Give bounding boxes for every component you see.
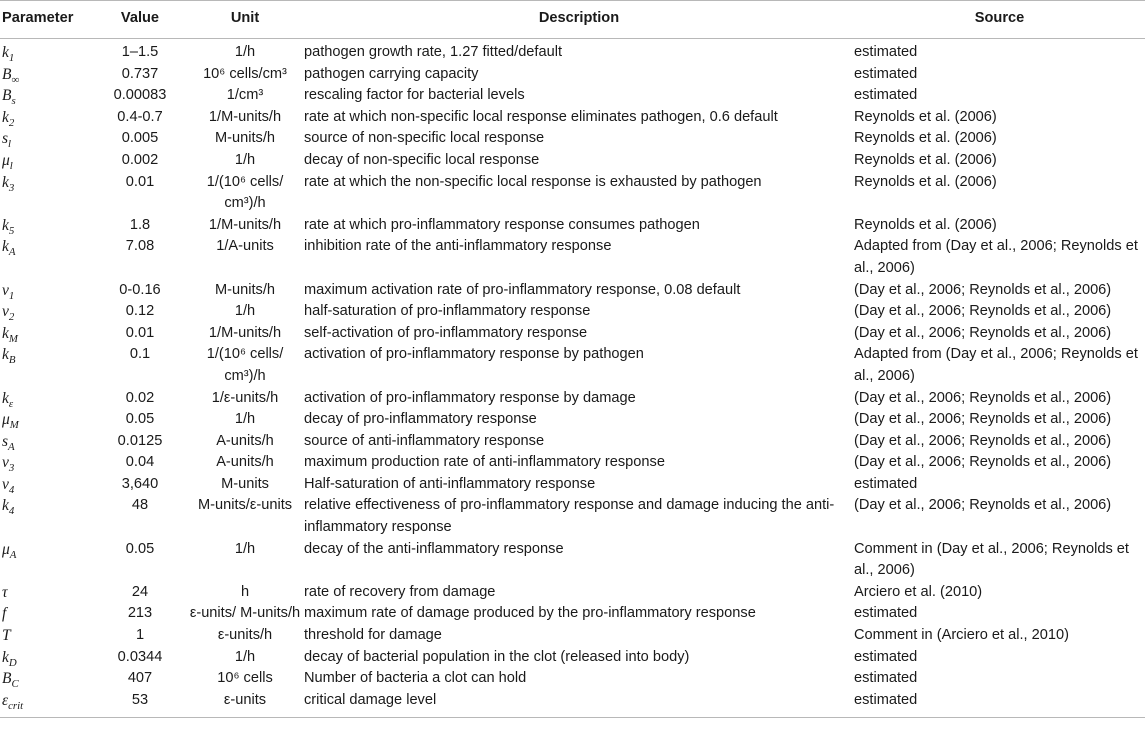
table-row: [0, 495, 1145, 538]
parameter-subscript: 5: [8, 224, 15, 237]
cell-description: self-activation of pro-inflammatory response: [304, 324, 588, 341]
table-row: [0, 431, 1145, 453]
cell-unit: 1/h: [234, 44, 256, 60]
parameter-symbol: k: [2, 216, 9, 234]
parameter-subscript: s: [11, 95, 16, 108]
cell-source: Reynolds et al. (2006): [854, 151, 997, 168]
cell-value: 3,640: [121, 475, 159, 492]
cell-parameter: [0, 128, 94, 150]
cell-parameter: [0, 603, 94, 625]
table-row: [0, 582, 1145, 604]
cell-value: 0.0125: [117, 432, 163, 449]
cell-value: 48: [131, 497, 149, 514]
table-row: [0, 236, 1145, 279]
header-unit: Unit: [230, 10, 260, 27]
cell-unit: ε-units/h: [217, 627, 273, 644]
cell-value: 213: [127, 605, 153, 622]
cell-source: (Day et al., 2006; Reynolds et al., 2006): [854, 411, 1112, 428]
cell-source: estimated: [854, 475, 918, 492]
cell-parameter: [0, 85, 94, 107]
cell-unit: 1/h: [234, 303, 256, 320]
header-description: Description: [538, 10, 620, 27]
cell-value: 1: [135, 627, 145, 644]
header-parameter: Parameter: [2, 10, 74, 27]
cell-unit: 1/h: [234, 411, 256, 428]
cell-parameter: [0, 172, 94, 215]
cell-description: source of anti-inflammatory response: [304, 432, 545, 449]
table-row: [0, 388, 1145, 410]
header-row: [0, 1, 1145, 39]
cell-value: 0-0.16: [119, 281, 161, 298]
cell-description: maximum production rate of anti-inflammatory response: [304, 454, 665, 471]
parameter-subscript: crit: [8, 699, 24, 712]
parameter-symbol: k: [2, 497, 9, 515]
cell-value: 0.00083: [113, 87, 167, 104]
parameter-subscript: ε: [8, 397, 14, 410]
cell-unit: 1/M-units/h: [208, 108, 282, 125]
cell-parameter: [0, 668, 94, 690]
cell-parameter: [0, 64, 94, 86]
table-row: [0, 474, 1145, 496]
cell-value: 0.12: [125, 303, 155, 320]
cell-source: Reynolds et al. (2006): [854, 108, 997, 125]
parameter-symbol: k: [2, 389, 9, 407]
parameter-subscript: 1: [8, 52, 15, 64]
cell-parameter: [0, 539, 94, 582]
cell-description: maximum rate of damage produced by the pro-inflammatory response: [304, 605, 756, 622]
parameter-subscript: A: [8, 440, 15, 453]
cell-description: relative effectiveness of pro-inflammatory response and damage inducing the anti-inflammatory response: [304, 497, 835, 536]
cell-parameter: [0, 236, 94, 279]
table-row: [0, 107, 1145, 129]
parameter-symbol: ν: [2, 475, 9, 493]
cell-source: Adapted from (Day et al., 2006; Reynolds et al., 2006): [854, 238, 1138, 276]
parameter-symbol: k: [2, 173, 9, 191]
table-row: [0, 64, 1145, 86]
cell-parameter: [0, 495, 94, 538]
cell-source: (Day et al., 2006; Reynolds et al., 2006): [854, 454, 1112, 471]
parameter-subscript: 2: [8, 116, 15, 129]
header-source: Source: [974, 10, 1025, 27]
parameter-subscript: A: [9, 548, 17, 561]
cell-value: 0.01: [125, 324, 155, 341]
cell-value: 0.002: [121, 151, 159, 168]
parameter-symbol: μ: [2, 540, 10, 558]
cell-value: 0.02: [125, 389, 155, 406]
table-row: [0, 172, 1145, 215]
parameter-symbol: ν: [2, 281, 9, 299]
cell-value: 0.4-0.7: [117, 108, 163, 125]
table-row: [0, 280, 1145, 302]
cell-source: (Day et al., 2006; Reynolds et al., 2006): [854, 497, 1112, 514]
cell-description: decay of the anti-inflammatory response: [304, 540, 564, 557]
cell-unit: A-units/h: [216, 454, 274, 471]
cell-source: estimated: [854, 44, 918, 60]
cell-value: 0.04: [125, 454, 155, 471]
parameter-subscript: l: [9, 159, 13, 172]
cell-unit: 1/ε-units/h: [211, 389, 279, 406]
parameter-subscript: D: [8, 656, 17, 669]
table-row: [0, 668, 1145, 690]
cell-description: half-saturation of pro-inflammatory response: [304, 303, 591, 320]
parameter-symbol: B: [2, 87, 12, 105]
parameter-subscript: B: [8, 354, 16, 367]
parameter-symbol: B: [2, 670, 12, 688]
parameter-symbol: τ: [2, 583, 8, 601]
cell-source: Arciero et al. (2010): [854, 583, 983, 600]
cell-description: inhibition rate of the anti-inflammatory response: [304, 238, 612, 255]
table-row: [0, 128, 1145, 150]
cell-source: (Day et al., 2006; Reynolds et al., 2006): [854, 389, 1112, 406]
cell-value: 7.08: [125, 238, 155, 255]
parameter-subscript: 3: [8, 181, 15, 194]
cell-description: rate at which non-specific local response eliminates pathogen, 0.6 default: [304, 108, 778, 125]
cell-unit: 1/h: [234, 648, 256, 665]
cell-value: 0.1: [129, 346, 151, 363]
cell-unit: ε-units/ M-units/h: [189, 605, 301, 622]
cell-parameter: [0, 647, 94, 669]
table-row: [0, 215, 1145, 237]
cell-description: rate at which pro-inflammatory response consumes pathogen: [304, 216, 700, 233]
cell-source: (Day et al., 2006; Reynolds et al., 2006): [854, 281, 1112, 298]
parameter-subscript: A: [8, 246, 16, 259]
cell-value: 0.0344: [117, 648, 163, 665]
cell-unit: 1/M-units/h: [208, 216, 282, 233]
cell-unit: M-units/h: [214, 130, 275, 147]
cell-value: 1.8: [129, 216, 151, 233]
cell-unit: 1/(10⁶ cells/ cm³)/h: [206, 346, 284, 384]
cell-source: Reynolds et al. (2006): [854, 173, 997, 190]
parameter-symbol: T: [2, 627, 11, 645]
parameter-subscript: 2: [8, 311, 15, 324]
cell-unit: 1/M-units/h: [208, 324, 282, 341]
cell-description: activation of pro-inflammatory response by pathogen: [304, 346, 644, 363]
cell-unit: h: [240, 583, 250, 600]
cell-value: 0.05: [125, 540, 155, 557]
cell-description: critical damage level: [304, 691, 437, 708]
parameter-subscript: C: [11, 678, 19, 691]
cell-description: decay of pro-inflammatory response: [304, 411, 537, 428]
cell-source: estimated: [854, 65, 918, 82]
parameter-symbol: s: [2, 432, 9, 450]
table-row: [0, 85, 1145, 107]
cell-unit: A-units/h: [216, 432, 274, 449]
cell-parameter: [0, 409, 94, 431]
parameter-symbol: k: [2, 648, 9, 666]
cell-description: pathogen growth rate, 1.27 fitted/default: [304, 44, 563, 60]
parameter-subscript: 4: [8, 505, 15, 518]
cell-description: Number of bacteria a clot can hold: [304, 670, 527, 687]
cell-unit: 1/A-units: [216, 238, 274, 255]
cell-unit: 1/h: [234, 151, 256, 168]
cell-source: estimated: [854, 87, 918, 104]
header-value: Value: [120, 10, 160, 27]
table-row: [0, 539, 1145, 582]
cell-source: (Day et al., 2006; Reynolds et al., 2006): [854, 303, 1112, 320]
parameter-symbol: ν: [2, 303, 9, 321]
cell-parameter: [0, 39, 94, 64]
cell-value: 0.005: [121, 130, 159, 147]
cell-description: rate at which the non-specific local response is exhausted by pathogen: [304, 173, 762, 190]
cell-parameter: [0, 388, 94, 410]
cell-unit: ε-units: [223, 691, 267, 708]
table-row: [0, 39, 1145, 64]
cell-source: (Day et al., 2006; Reynolds et al., 2006): [854, 324, 1112, 341]
parameter-symbol: s: [2, 130, 9, 148]
cell-parameter: [0, 215, 94, 237]
table-body: [0, 39, 1145, 718]
cell-description: decay of bacterial population in the clot (released into body): [304, 648, 690, 665]
cell-unit: 1/cm³: [226, 87, 264, 104]
cell-parameter: [0, 452, 94, 474]
parameter-symbol: μ: [2, 411, 10, 429]
parameter-symbol: ν: [2, 454, 9, 472]
cell-source: estimated: [854, 670, 918, 687]
cell-description: Half-saturation of anti-inflammatory response: [304, 475, 596, 492]
table-row: [0, 690, 1145, 718]
cell-parameter: [0, 625, 94, 647]
parameter-symbol: k: [2, 324, 9, 342]
cell-value: 407: [127, 670, 153, 687]
cell-description: threshold for damage: [304, 627, 442, 644]
cell-value: 53: [131, 691, 149, 708]
parameter-subscript: l: [8, 138, 12, 151]
parameter-symbol: k: [2, 238, 9, 256]
parameter-subscript: 1: [8, 289, 15, 302]
table-row: [0, 150, 1145, 172]
cell-unit: 10⁶ cells/cm³: [203, 65, 287, 82]
parameter-symbol: μ: [2, 151, 10, 169]
cell-value: 0.01: [125, 173, 155, 190]
cell-unit: M-units/h: [214, 281, 275, 298]
table-row: [0, 625, 1145, 647]
cell-description: rate of recovery from damage: [304, 583, 496, 600]
table-row: [0, 603, 1145, 625]
cell-source: Reynolds et al. (2006): [854, 130, 997, 147]
cell-source: estimated: [854, 691, 918, 708]
cell-unit: 10⁶ cells: [217, 670, 273, 687]
cell-description: maximum activation rate of pro-inflammatory response, 0.08 default: [304, 281, 741, 298]
cell-unit: M-units/ε-units: [197, 497, 293, 514]
parameter-subscript: M: [9, 419, 19, 432]
cell-parameter: [0, 431, 94, 453]
parameter-subscript: M: [8, 332, 18, 345]
cell-value: 0.05: [125, 411, 155, 428]
table-row: [0, 344, 1145, 387]
parameter-subscript: 4: [8, 483, 15, 496]
cell-description: rescaling factor for bacterial levels: [304, 87, 525, 104]
parameter-symbol: ε: [2, 691, 9, 709]
table-row: [0, 301, 1145, 323]
cell-parameter: [0, 150, 94, 172]
cell-source: (Day et al., 2006; Reynolds et al., 2006): [854, 432, 1112, 449]
cell-unit: M-units: [221, 475, 269, 492]
cell-description: activation of pro-inflammatory response by damage: [304, 389, 636, 406]
parameter-symbol: k: [2, 44, 9, 61]
cell-parameter: [0, 474, 94, 496]
cell-parameter: [0, 107, 94, 129]
cell-parameter: [0, 280, 94, 302]
parameter-symbol: B: [2, 65, 12, 83]
table-row: [0, 409, 1145, 431]
cell-source: Comment in (Arciero et al., 2010): [854, 627, 1069, 644]
cell-parameter: [0, 301, 94, 323]
table-row: [0, 323, 1145, 345]
cell-source: estimated: [854, 648, 918, 665]
cell-value: 24: [131, 583, 149, 600]
cell-unit: 1/(10⁶ cells/ cm³)/h: [206, 173, 284, 212]
parameter-symbol: k: [2, 108, 9, 126]
cell-description: source of non-specific local response: [304, 130, 545, 147]
cell-description: pathogen carrying capacity: [304, 65, 479, 82]
cell-value: 0.737: [121, 65, 159, 82]
cell-value: 1–1.5: [121, 44, 159, 60]
cell-parameter: [0, 323, 94, 345]
parameter-subscript: ∞: [11, 73, 20, 86]
cell-source: Adapted from (Day et al., 2006; Reynolds et al., 2006): [854, 346, 1138, 384]
parameter-symbol: f: [2, 605, 7, 623]
cell-source: Comment in (Day et al., 2006; Reynolds et al., 2006): [854, 540, 1129, 579]
cell-parameter: [0, 690, 94, 718]
cell-description: decay of non-specific local response: [304, 151, 540, 168]
cell-unit: 1/h: [234, 540, 256, 557]
parameter-subscript: 3: [8, 462, 15, 475]
cell-source: Reynolds et al. (2006): [854, 216, 997, 233]
cell-parameter: [0, 582, 94, 604]
parameter-symbol: k: [2, 346, 9, 364]
cell-source: estimated: [854, 605, 918, 622]
cell-parameter: [0, 344, 94, 387]
table-row: [0, 452, 1145, 474]
table-row: [0, 647, 1145, 669]
